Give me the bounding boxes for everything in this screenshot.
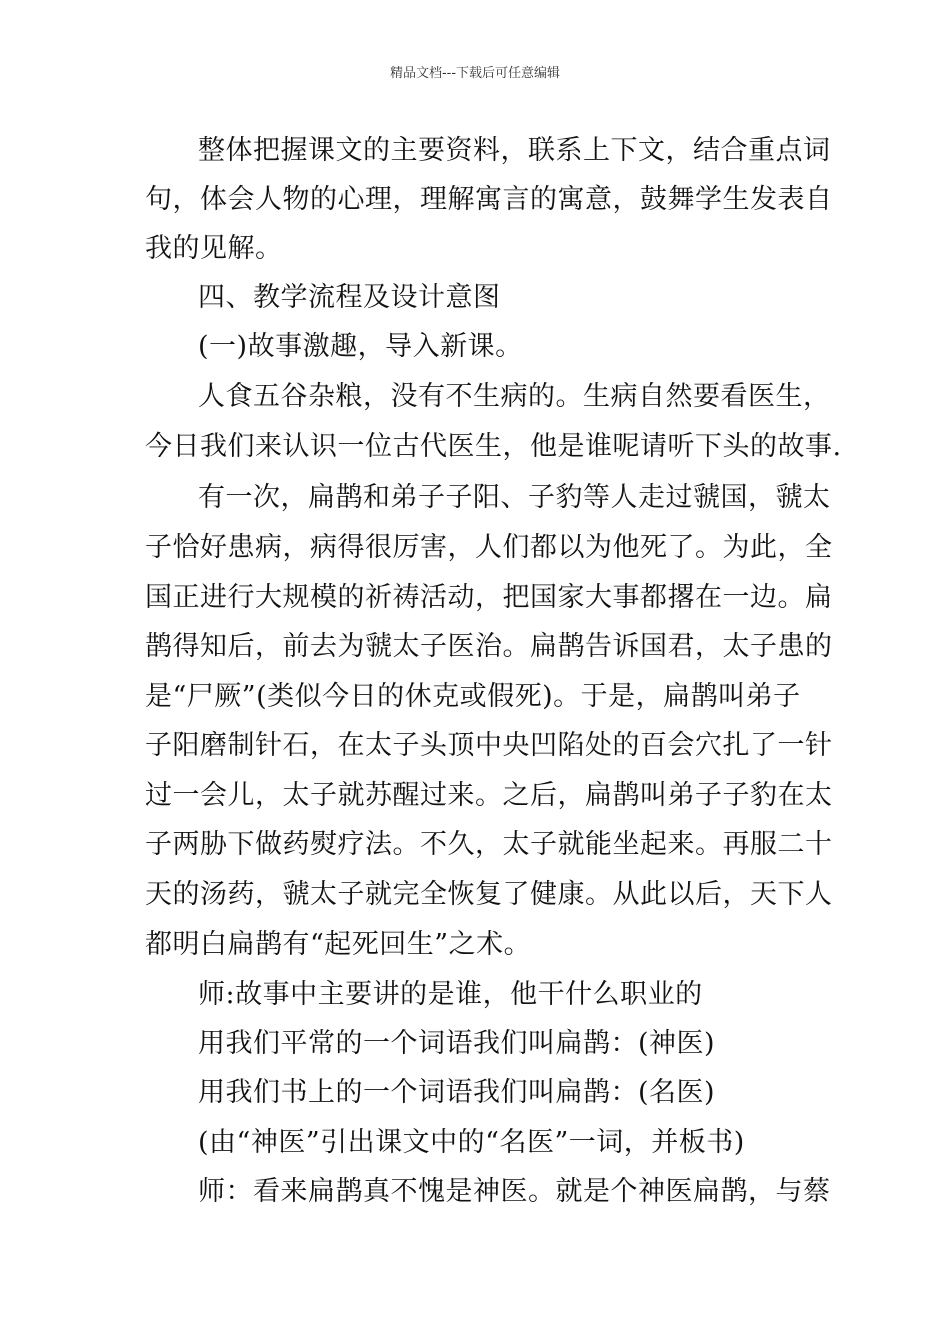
text-line: 是“尸厥”(类似今日的休克或假死)。于是，扁鹊叫弟子 [145,681,801,712]
page-header: 精品文档---下载后可任意编辑 [389,66,561,81]
dialogue-line: (由“神医”引出课文中的“名医”一词，并板书) [198,1127,745,1158]
dialogue-line: 用我们平常的一个词语我们叫扁鹊：(神医) [198,1028,716,1059]
dialogue-line: 师：看来扁鹊真不愧是神医。就是个神医扁鹊，与蔡 [198,1176,831,1207]
text-line: 有一次，扁鹊和弟子子阳、子豹等人走过虢国，虢太 [198,482,831,513]
section-heading: 四、教学流程及设计意图 [198,282,501,313]
dialogue-line: 师:故事中主要讲的是谁，他干什么职业的 [198,979,703,1010]
text-line: 子恰好患病，病得很厉害，人们都以为他死了。为此，全 [145,532,833,563]
text-line: 天的汤药，虢太子就完全恢复了健康。从此以后，天下人 [145,879,833,910]
text-line: 子两胁下做药熨疗法。不久，太子就能坐起来。再服二十 [145,829,833,860]
text-line: 子阳磨制针石，在太子头顶中央凹陷处的百会穴扎了一针 [145,730,833,761]
text-line: 国正进行大规模的祈祷活动，把国家大事都撂在一边。扁 [145,582,833,613]
subsection-heading: (一)故事激趣，导入新课。 [198,331,523,362]
text-line: 句，体会人物的心理，理解寓言的寓意，鼓舞学生发表自 [145,184,833,215]
text-line: 鹊得知后，前去为虢太子医治。扁鹊告诉国君，太子患的 [145,631,833,662]
text-line: 都明白扁鹊有“起死回生”之术。 [145,929,532,960]
text-line: 人食五谷杂粮，没有不生病的。生病自然要看医生， [198,381,831,412]
text-line: 过一会儿，太子就苏醒过来。之后，扁鹊叫弟子子豹在太 [145,780,833,811]
text-line: 今日我们来认识一位古代医生，他是谁呢请听下头的故事. [145,431,842,462]
text-line: 整体把握课文的主要资料，联系上下文，结合重点词 [198,135,831,166]
text-line: 我的见解。 [145,233,283,264]
dialogue-line: 用我们书上的一个词语我们叫扁鹊：(名医) [198,1077,716,1108]
